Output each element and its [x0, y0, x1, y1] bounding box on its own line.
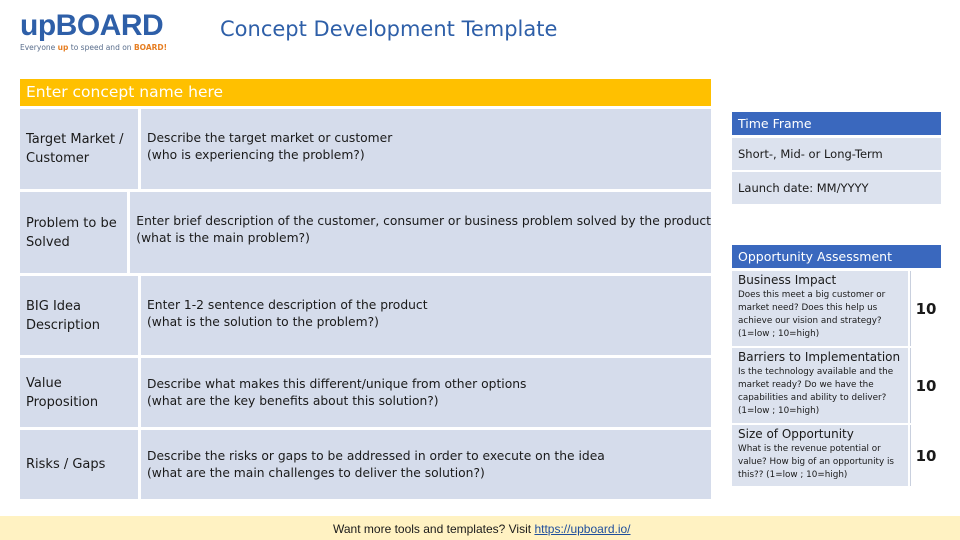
row-label-line: Solved	[26, 234, 70, 250]
tagline-highlight: BOARD!	[133, 43, 168, 52]
launch-date-field[interactable]: Launch date: MM/YYYY	[732, 172, 941, 204]
row-label-line: Problem to be	[26, 215, 117, 231]
logo-board: BOARD	[55, 9, 164, 42]
row-label-line: BIG Idea	[26, 298, 82, 314]
opportunity-item-size	[732, 425, 908, 486]
upboard-logo	[20, 10, 180, 58]
opportunity-header: Opportunity Assessment	[732, 245, 941, 268]
logo-wordmark	[20, 10, 180, 42]
row-description[interactable]	[141, 276, 711, 355]
row-description[interactable]	[130, 192, 711, 273]
row-desc-line: Describe the target market or customer	[147, 131, 393, 145]
size-score[interactable]: 10	[910, 425, 941, 486]
row-target-market	[20, 109, 711, 189]
opportunity-item-title: Business Impact	[738, 273, 837, 287]
row-label-line: Proposition	[26, 394, 99, 410]
row-label	[20, 276, 138, 355]
opportunity-item-business-impact	[732, 271, 908, 346]
row-desc-line: (what is the main problem?)	[136, 231, 310, 245]
row-problem	[20, 192, 711, 273]
time-frame-term-field[interactable]: Short-, Mid- or Long-Term	[732, 138, 941, 170]
opportunity-item-desc: Does this meet a big customer or market need? Does this help us achieve our vision and strategy? (1=low ; 10=high)	[738, 290, 886, 339]
footer-caption: Want more tools and templates? Visit	[333, 522, 535, 536]
opportunity-item-barriers	[732, 348, 908, 423]
row-desc-line: (who is experiencing the problem?)	[147, 148, 365, 162]
row-desc-line: Describe the risks or gaps to be addressed in order to execute on the idea	[147, 448, 605, 463]
business-impact-score[interactable]: 10	[910, 271, 941, 346]
row-label-line: Customer	[26, 151, 90, 166]
row-label-line: Target Market /	[26, 132, 124, 147]
row-label	[20, 192, 127, 273]
row-label	[20, 430, 138, 499]
tagline-part: Everyone	[20, 43, 58, 52]
barriers-score[interactable]: 10	[910, 348, 941, 423]
row-desc-line: (what are the main challenges to deliver the solution?)	[147, 465, 485, 480]
row-risks-gaps	[20, 430, 711, 499]
opportunity-item-title: Barriers to Implementation	[738, 350, 901, 364]
row-label	[20, 358, 138, 427]
opportunity-item-desc: Is the technology available and the market ready? Do we have the capabilities and ability to deliver? (1=low ; 10=high)	[738, 367, 894, 416]
row-big-idea	[20, 276, 711, 355]
logo-up: up	[20, 9, 56, 42]
tagline-highlight: up	[57, 43, 69, 52]
row-desc-line: Enter brief description of the customer, consumer or business problem solved by the product	[136, 214, 711, 228]
time-frame-header: Time Frame	[732, 112, 941, 135]
row-desc-line: (what is the solution to the problem?)	[147, 315, 379, 329]
footer-text	[333, 522, 631, 536]
row-desc-line: (what are the key benefits about this solution?)	[147, 393, 439, 408]
upboard-link[interactable]: https://upboard.io/	[534, 522, 631, 536]
tagline-part: to speed and on	[68, 43, 134, 52]
logo-tagline	[20, 43, 180, 52]
row-label-line: Risks / Gaps	[26, 457, 106, 472]
opportunity-item-desc: What is the revenue potential or value? How big of an opportunity is this?? (1=low ; 10=high)	[738, 444, 894, 480]
row-description[interactable]	[141, 109, 711, 189]
row-desc-line: Describe what makes this different/unique from other options	[147, 376, 527, 391]
row-description[interactable]	[141, 358, 711, 427]
page-title: Concept Development Template	[220, 17, 558, 41]
row-label-line: Description	[26, 317, 101, 333]
opportunity-item-title: Size of Opportunity	[738, 427, 854, 441]
row-desc-line: Enter 1-2 sentence description of the product	[147, 298, 428, 312]
row-label-line: Value	[26, 375, 62, 391]
row-value-proposition	[20, 358, 711, 427]
row-description[interactable]	[141, 430, 711, 499]
row-label	[20, 109, 138, 189]
concept-name-field[interactable]: Enter concept name here	[20, 79, 711, 106]
